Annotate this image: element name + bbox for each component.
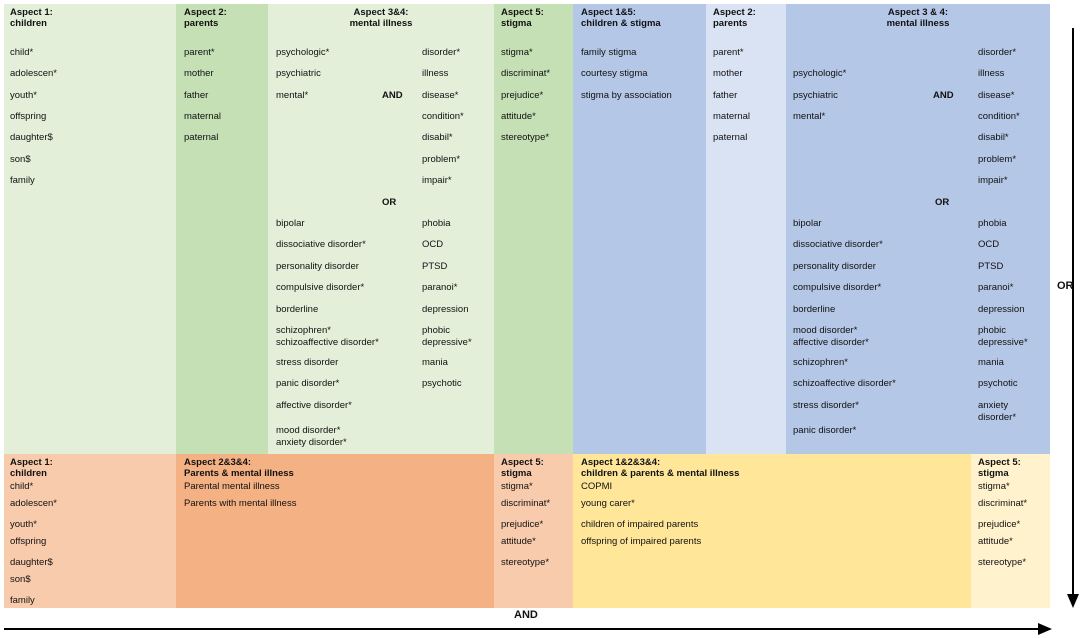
- term: psychologic*: [793, 68, 847, 79]
- top-aspect5-title: Aspect 5:: [501, 7, 544, 18]
- or-arrow-label: OR: [1057, 280, 1074, 292]
- top-aspect2b-subtitle: parents: [713, 18, 748, 29]
- term: son$: [10, 574, 31, 585]
- term: schizophren*: [793, 357, 848, 368]
- term: mental*: [793, 111, 826, 122]
- term: family: [10, 595, 35, 606]
- top-aspect2-title: Aspect 2:: [184, 7, 227, 18]
- term: personality disorder: [793, 261, 876, 272]
- term: father: [713, 90, 738, 101]
- term: offspring of impaired parents: [581, 536, 702, 547]
- term: daughter$: [10, 557, 53, 568]
- term: mania: [978, 357, 1004, 368]
- top-aspect34-subtitle: mental illness: [349, 18, 413, 29]
- term: family: [10, 175, 35, 186]
- term: paranoi*: [978, 282, 1014, 293]
- term: offspring: [10, 536, 47, 547]
- term: disabil*: [422, 132, 453, 143]
- top-aspect34b-subtitle: mental illness: [886, 18, 950, 29]
- term: stress disorder: [276, 357, 339, 368]
- term: child*: [10, 481, 34, 492]
- term: discriminat*: [978, 498, 1028, 509]
- top-aspect34b-title: Aspect 3 & 4:: [887, 7, 949, 18]
- term: children of impaired parents: [581, 519, 699, 530]
- term: illness: [422, 68, 449, 79]
- top-aspect2-subtitle: parents: [184, 18, 219, 29]
- term: father: [184, 90, 209, 101]
- bottom-aspect1234-subtitle: children & parents & mental illness: [581, 468, 740, 479]
- term: mother: [713, 68, 743, 79]
- term: stress disorder*: [793, 400, 859, 411]
- term: borderline: [276, 304, 319, 315]
- term: PTSD: [978, 261, 1004, 272]
- term: psychotic: [978, 378, 1018, 389]
- top-aspect34-title: Aspect 3&4:: [353, 7, 409, 18]
- term: compulsive disorder*: [276, 282, 365, 293]
- term: adolescen*: [10, 68, 58, 79]
- term: panic disorder*: [276, 378, 340, 389]
- term: psychiatric: [793, 90, 838, 101]
- term: panic disorder*: [793, 425, 857, 436]
- term: disease*: [978, 90, 1015, 101]
- term: PTSD: [422, 261, 448, 272]
- term: borderline: [793, 304, 836, 315]
- top-aspect5-subtitle: stigma: [501, 18, 532, 29]
- bottom-aspect234-subtitle: Parents & mental illness: [184, 468, 294, 479]
- term: youth*: [10, 519, 37, 530]
- term: bipolar: [793, 218, 822, 229]
- term: mental*: [276, 90, 309, 101]
- term: young carer*: [581, 498, 635, 509]
- term: condition*: [422, 111, 464, 122]
- term: attitude*: [501, 536, 536, 547]
- term: psychiatric: [276, 68, 321, 79]
- term: disorder*: [978, 47, 1017, 58]
- bottom-aspect5b-subtitle: stigma: [978, 468, 1009, 479]
- and-arrow-label: AND: [514, 609, 538, 621]
- term: mood disorder*: [793, 325, 858, 336]
- term: paranoi*: [422, 282, 458, 293]
- top-aspect1-subtitle: children: [10, 18, 47, 29]
- bottom-aspect1-title: Aspect 1:: [10, 457, 53, 468]
- vertical-or-arrow: [1062, 28, 1084, 610]
- term: problem*: [978, 154, 1017, 165]
- term: dissociative disorder*: [793, 239, 883, 250]
- term: maternal: [713, 111, 750, 122]
- term: paternal: [713, 132, 748, 143]
- term: child*: [10, 47, 34, 58]
- term: depression: [978, 304, 1025, 315]
- term: stigma*: [501, 47, 533, 58]
- term: psychotic: [422, 378, 462, 389]
- term: stigma by association: [581, 90, 672, 101]
- term: prejudice*: [501, 90, 544, 101]
- term: mother: [184, 68, 214, 79]
- term: prejudice*: [501, 519, 544, 530]
- term: bipolar: [276, 218, 305, 229]
- term: phobia: [422, 218, 451, 229]
- term: stigma*: [501, 481, 533, 492]
- term: problem*: [422, 154, 461, 165]
- top-aspect15-title: Aspect 1&5:: [581, 7, 636, 18]
- term: schizophren*: [276, 325, 331, 336]
- term: mania: [422, 357, 448, 368]
- and-operator: AND: [382, 90, 403, 101]
- term: disabil*: [978, 132, 1009, 143]
- term: anxiety: [978, 400, 1009, 411]
- term: anxiety disorder*: [276, 437, 347, 448]
- term: parent*: [184, 47, 215, 58]
- term: son$: [10, 154, 31, 165]
- term: condition*: [978, 111, 1020, 122]
- or-operator: OR: [935, 197, 950, 208]
- term: personality disorder: [276, 261, 359, 272]
- term: illness: [978, 68, 1005, 79]
- top-aspect15-subtitle: children & stigma: [581, 18, 661, 29]
- term: family stigma: [581, 47, 637, 58]
- term: discriminat*: [501, 498, 551, 509]
- term: stereotype*: [501, 557, 550, 568]
- term: paternal: [184, 132, 219, 143]
- term: affective disorder*: [793, 337, 869, 348]
- term: depression: [422, 304, 469, 315]
- term: mood disorder*: [276, 425, 341, 436]
- bottom-aspect1234-title: Aspect 1&2&3&4:: [581, 457, 661, 468]
- term: phobic: [978, 325, 1006, 336]
- bottom-aspect5-title: Aspect 5:: [501, 457, 544, 468]
- term: compulsive disorder*: [793, 282, 882, 293]
- term: impair*: [422, 175, 452, 186]
- bottom-aspect5b-title: Aspect 5:: [978, 457, 1021, 468]
- term: COPMI: [581, 481, 613, 492]
- term: depressive*: [422, 337, 472, 348]
- term: depressive*: [978, 337, 1028, 348]
- or-operator: OR: [382, 197, 397, 208]
- term: stereotype*: [501, 132, 550, 143]
- term: affective disorder*: [276, 400, 352, 411]
- term: attitude*: [978, 536, 1013, 547]
- term: stigma*: [978, 481, 1010, 492]
- term: attitude*: [501, 111, 536, 122]
- term: schizoaffective disorder*: [276, 337, 379, 348]
- term: maternal: [184, 111, 221, 122]
- term: disease*: [422, 90, 459, 101]
- term: discriminat*: [501, 68, 551, 79]
- bottom-aspect1-subtitle: children: [10, 468, 47, 479]
- term: disorder*: [422, 47, 461, 58]
- term: daughter$: [10, 132, 53, 143]
- term: schizoaffective disorder*: [793, 378, 896, 389]
- top-aspect2b-title: Aspect 2:: [713, 7, 756, 18]
- term: disorder*: [978, 412, 1017, 423]
- top-aspect1-title: Aspect 1:: [10, 7, 53, 18]
- term: stereotype*: [978, 557, 1027, 568]
- term: OCD: [422, 239, 444, 250]
- term: psychologic*: [276, 47, 330, 58]
- bottom-aspect5-subtitle: stigma: [501, 468, 532, 479]
- term: phobic: [422, 325, 450, 336]
- term: OCD: [978, 239, 1000, 250]
- bottom-aspect234-title: Aspect 2&3&4:: [184, 457, 252, 468]
- term: prejudice*: [978, 519, 1021, 530]
- term: phobia: [978, 218, 1007, 229]
- term: offspring: [10, 111, 47, 122]
- term: parent*: [713, 47, 744, 58]
- term: courtesy stigma: [581, 68, 648, 79]
- term: youth*: [10, 90, 37, 101]
- and-operator: AND: [933, 90, 954, 101]
- horizontal-and-arrow: [4, 622, 1054, 636]
- term: dissociative disorder*: [276, 239, 366, 250]
- term: Parents with mental illness: [184, 498, 297, 509]
- term: impair*: [978, 175, 1008, 186]
- term: Parental mental illness: [184, 481, 280, 492]
- term: adolescen*: [10, 498, 58, 509]
